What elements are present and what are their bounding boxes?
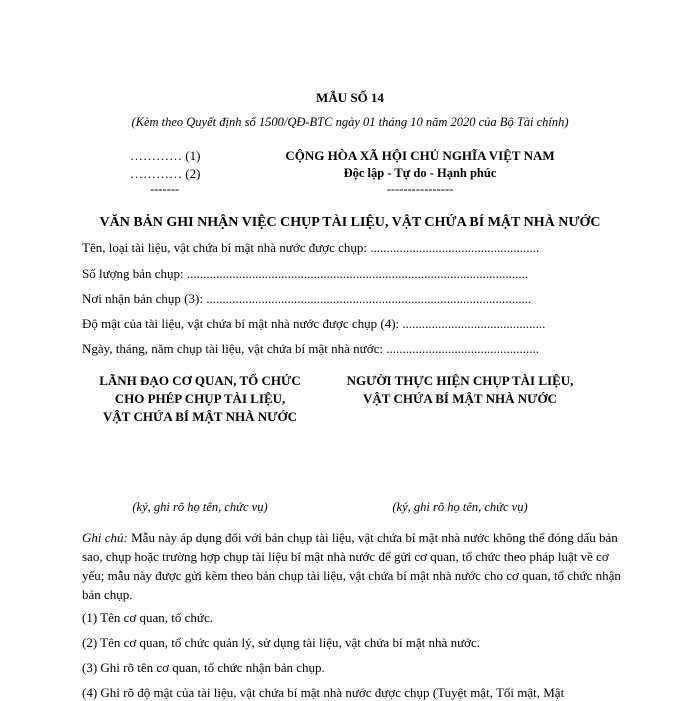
note-label: Ghi chú:	[82, 530, 128, 545]
signature-left-block	[60, 372, 340, 426]
signature-right-line1: NGƯỜI THỰC HIỆN CHỤP TÀI LIỆU,	[346, 373, 574, 388]
header-right-separator: ----------------	[386, 182, 454, 196]
national-motto: Độc lập - Tự do - Hạnh phúc	[343, 166, 497, 180]
signature-left-line2: CHO PHÉP CHỤP TÀI LIỆU,	[114, 391, 286, 406]
field-copy-count: Số lượng bản chụp: .........................................................................................................	[82, 266, 529, 281]
signature-right-note: (ký, ghi rõ họ tên, chức vụ)	[392, 500, 528, 514]
note-item-3: (3) Ghi rõ tên cơ quan, tổ chức nhận bản chụp.	[82, 660, 325, 675]
header-left-managing-org: ………… (2)	[130, 166, 201, 181]
note-paragraph	[82, 528, 622, 604]
field-recipient: Nơi nhận bản chụp (3): ....................................................................................................	[82, 291, 532, 306]
document-title: VĂN BẢN GHI NHẬN VIỆC CHỤP TÀI LIỆU, VẬT CHỨA BÍ MẬT NHÀ NƯỚC	[99, 215, 601, 230]
header-left-org: ………… (1)	[130, 148, 201, 163]
note-item-2: (2) Tên cơ quan, tổ chức quản lý, sử dụng tài liệu, vật chứa bí mật nhà nước.	[82, 635, 481, 650]
note-item-4: (4) Ghi rõ độ mật của tài liệu, vật chứa bí mật nhà nước được chụp (Tuyệt mật, Tối mật, Mật	[82, 685, 565, 700]
form-subtitle: (Kèm theo Quyết định số 1500/QĐ-BTC ngày 01 tháng 10 năm 2020 của Bộ Tài chính)	[131, 115, 569, 129]
field-copy-date: Ngày, tháng, năm chụp tài liệu, vật chứa bí mật nhà nước: ...............................................	[82, 341, 539, 356]
form-number: MẪU SỐ 14	[316, 90, 384, 105]
note-item-1: (1) Tên cơ quan, tổ chức.	[82, 610, 213, 625]
signature-left-line1: LÃNH ĐẠO CƠ QUAN, TỔ CHỨC	[99, 373, 301, 388]
signature-right-block	[320, 372, 600, 408]
signature-left-line3: VẬT CHỨA BÍ MẬT NHÀ NƯỚC	[103, 409, 297, 424]
header-left-separator: -------	[150, 182, 180, 196]
signature-right-line2: VẬT CHỨA BÍ MẬT NHÀ NƯỚC	[363, 391, 557, 406]
field-document-name: Tên, loại tài liệu, vật chứa bí mật nhà nước được chụp: ....................................................	[82, 240, 540, 255]
signature-left-note: (ký, ghi rõ họ tên, chức vụ)	[132, 500, 268, 514]
note-text: Mẫu này áp dụng đối với bản chụp tài liệu, vật chứa bí mật nhà nước không thể đóng dấu bản sao, chụp hoặc trường hợp chụp tài liệu bí mật nhà nước để gửi cơ quan, tổ chức theo pháp luật về cơ yếu; mẫu này được gửi kèm theo bản chụp tài liệu, vật chứa bí mật nhà nước cho cơ quan, tổ chức nhận bản chụp.	[82, 530, 621, 602]
national-title: CỘNG HÒA XÃ HỘI CHỦ NGHĨA VIỆT NAM	[285, 148, 555, 163]
field-classification: Độ mật của tài liệu, vật chứa bí mật nhà nước được chụp (4): ............................................	[82, 316, 546, 331]
